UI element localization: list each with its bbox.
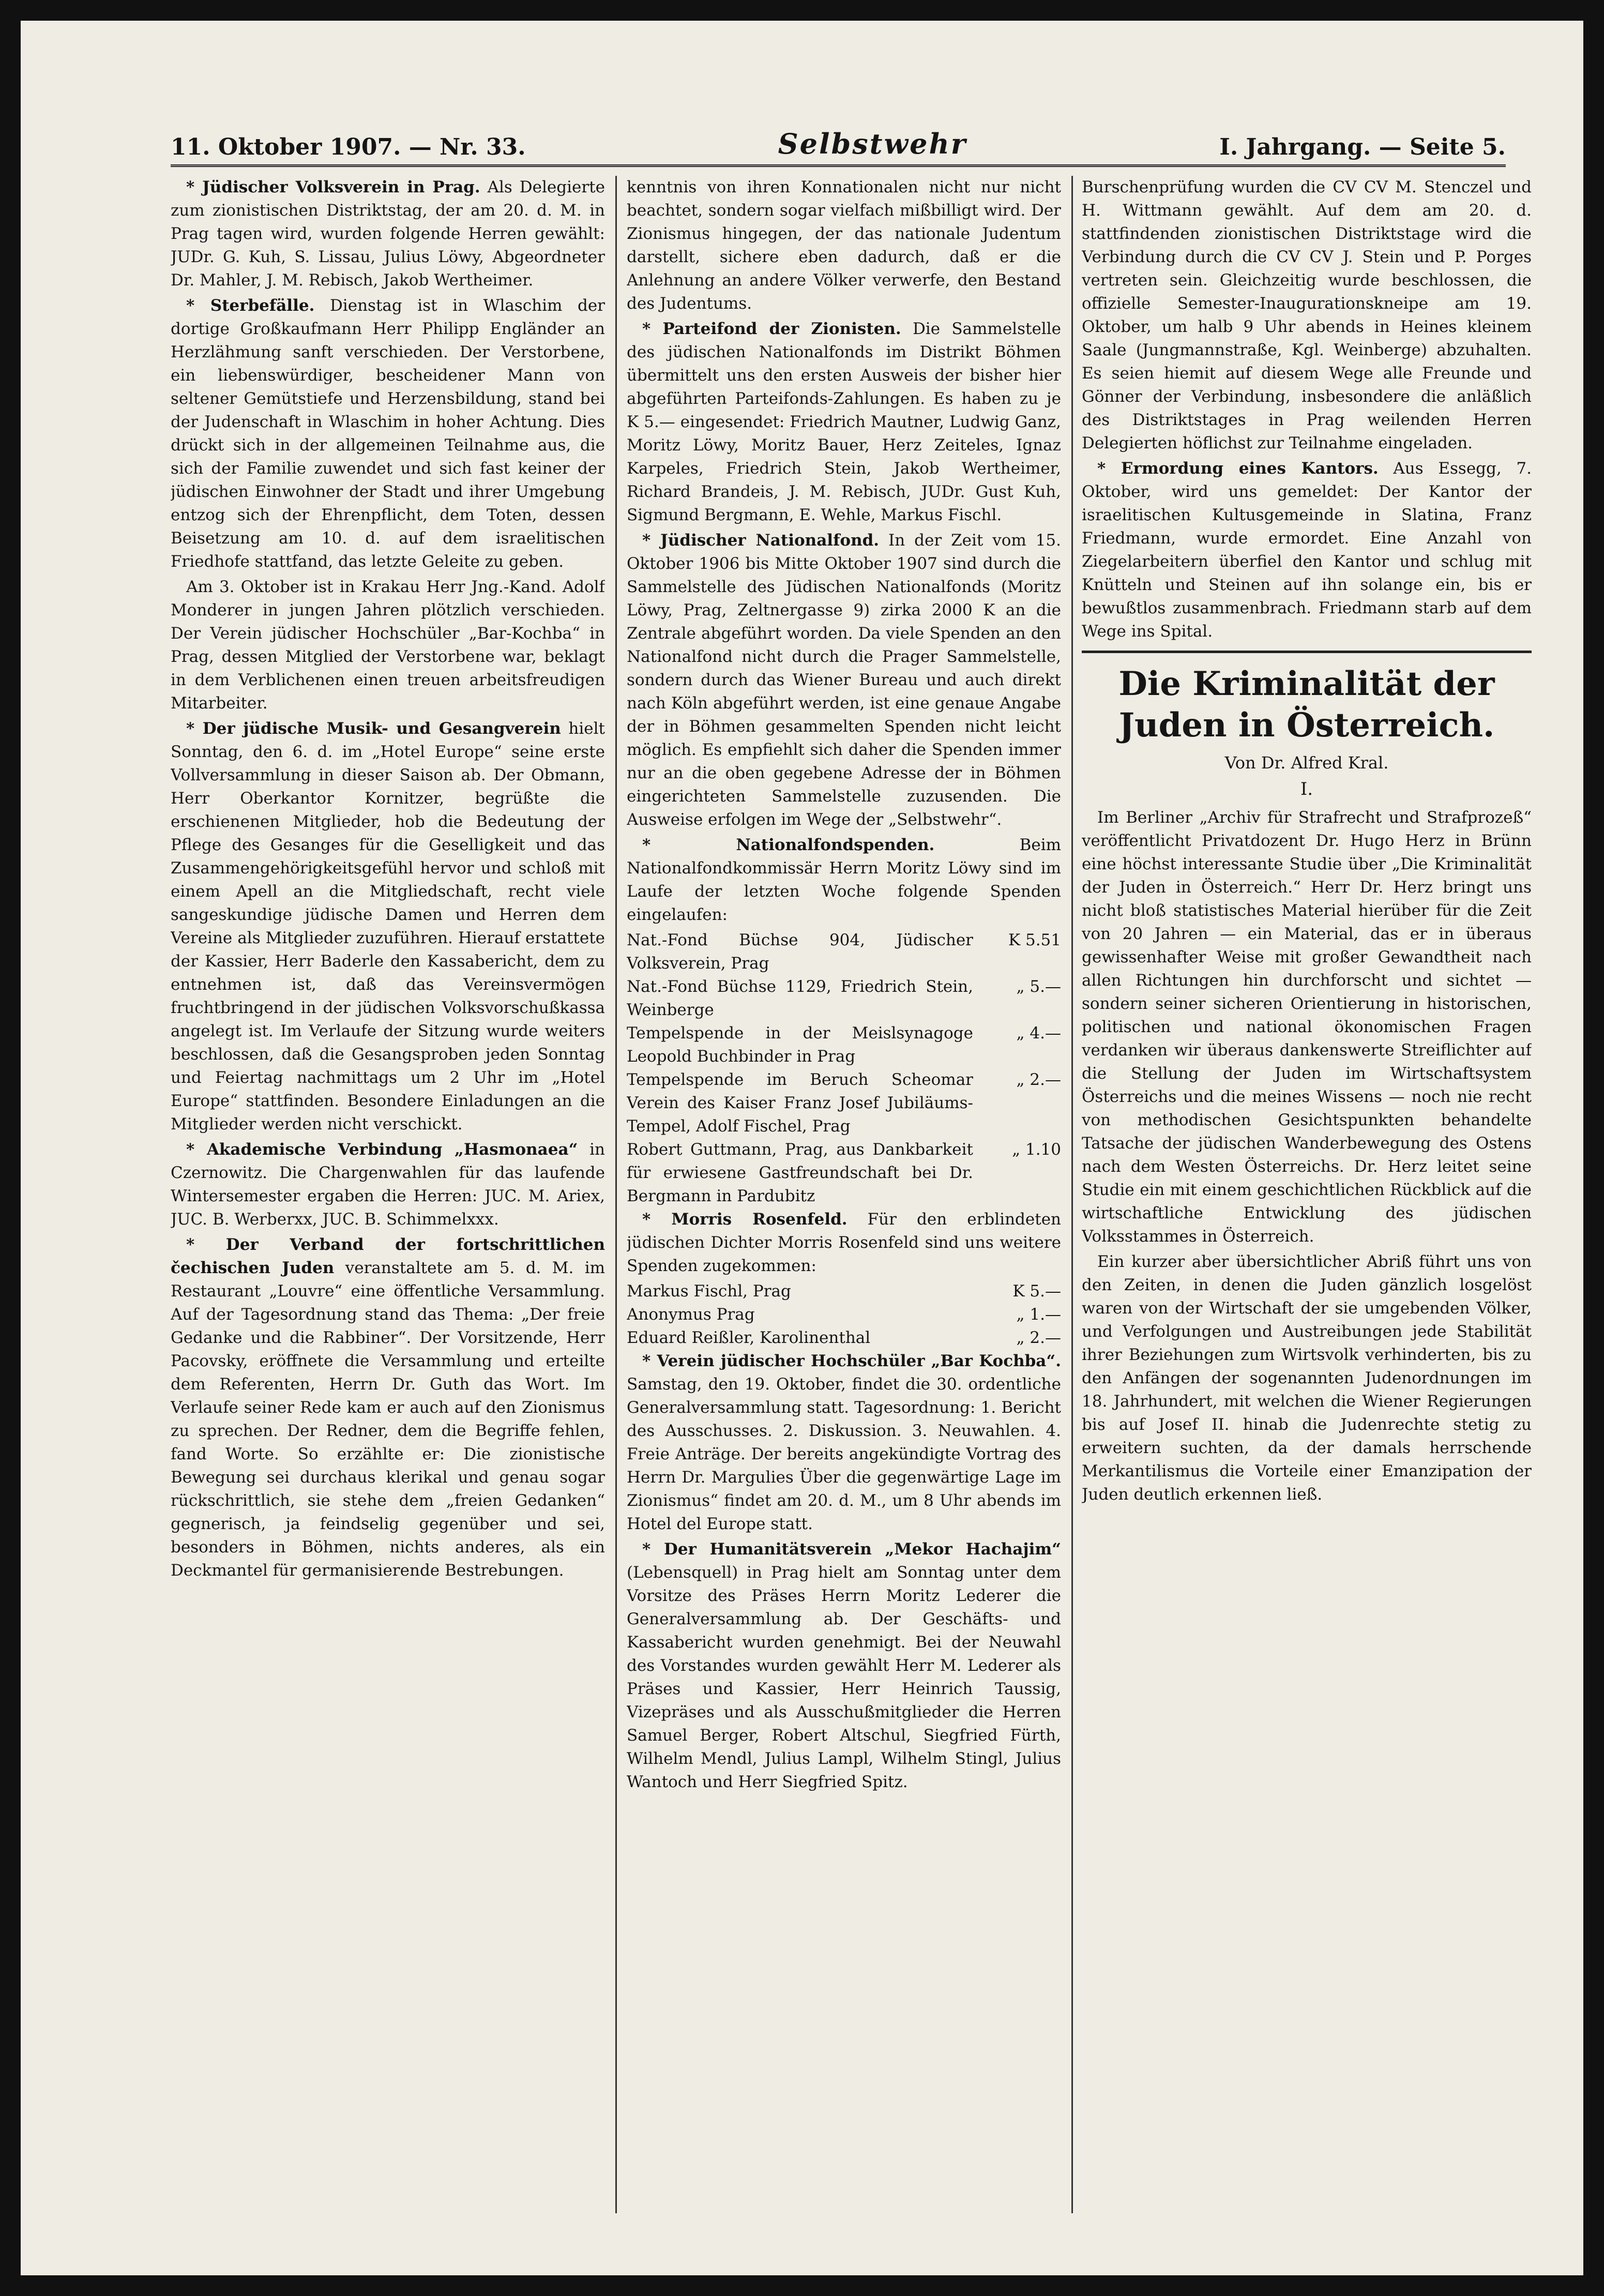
spenden-row: Tempelspende im Beruch Scheomar Verein des Kaiser Franz Josef Jubiläums-Tempel, Adolf Fischel, Prag „ 2.— — [627, 1070, 1061, 1136]
article-verband: * Der Verband der fortschrittlichen čechischen Juden veranstaltete am 5. d. M. im Restaurant „Louvre“ eine öffentliche Versammlung. Auf der Tagesordnung stand das Thema: „Der freie Gedanke und die Rabbiner“. Der Vorsitzende, Herr Pacovsky, eröffnete die Versammlung und erteilte dem Referenten, Herrn Dr. Guth das Wort. Im Verlaufe seiner Rede kam er auch auf den Zionismus zu sprechen. Der Redner, dem die Begriffe fehlen, fand Worte. So erzählte er: Die zionistische Bewegung sei durchaus klerikal und genau sogar rückschrittlich, sie stehe dem „freien Gedanken“ gegnerisch, ja feindselig gegenüber und sei, besonders in Böhmen, nichts anderes, als ein Deckmantel für germanisierende Bestrebungen. — [171, 1235, 605, 1580]
article-sterbefaelle-2: Am 3. Oktober ist in Krakau Herr Jng.-Kand. Adolf Monderer in jungen Jahren plötzlich verschieden. Der Verein jüdischer Hochschüler „Bar-Kochba“ in Prag, dessen Mitglied der Verstorbene war, beklagt in dem Verblichenen einen treuen arbeitsfreudigen Mitarbeiter. — [171, 578, 605, 713]
section-divider — [1082, 651, 1532, 653]
column-rule-1 — [615, 176, 617, 2213]
article-spenden: * Nationalfondspenden. Beim Nationalfondkommissär Herrn Moritz Löwy sind im Laufe der letzten Woche folgende Spenden eingelaufen: — [627, 836, 1061, 924]
column-3 — [1082, 176, 1532, 2213]
spenden-row: Robert Guttmann, Prag, aus Dankbarkeit für erwiesene Gastfreundschaft bei Dr. Bergmann in Pardubitz „ 1.10 — [627, 1140, 1061, 1205]
column-rule-2 — [1071, 176, 1073, 2213]
column-3-continuation: Burschenprüfung wurden die CV CV M. Stenczel und H. Wittmann gewählt. Auf dem am 20. d. stattfindenden zionistischen Distriktstage wird die Verbindung durch die CV CV J. Stein und P. Porges vertreten sein. Gleichzeitig wurde beschlossen, die offizielle Semester-Inaugurationskneipe am 19. Oktober, um halb 9 Uhr abends in Heines kleinem Saale (Jungmannstraße, Kgl. Weinberge) abzuhalten. Es seien hiemit auf diesem Wege alle Freunde und Gönner der Verbindung, insbesondere die anläßlich des Distriktstages in Prag weilenden Herren Delegierten höflichst zur Teilnahme eingeladen. — [1082, 178, 1532, 452]
feature-part-number: I. — [1300, 779, 1313, 799]
page-header — [171, 103, 1506, 167]
article-gesangverein: * Der jüdische Musik- und Gesangverein hielt Sonntag, den 6. d. im „Hotel Europe“ seine erste Vollversammlung in dieser Saison ab. Der Obmann, Herr Oberkantor Kornitzer, begrüßte die erschienenen Mitglieder, hob die Bedeutung der Pflege des Gesanges für die Geselligkeit und das Zusammengehörigkeitsgefühl hervor und schloß mit einem Apell an die Mitgliedschaft, recht viele sangeskundige jüdische Damen und Herren dem Vereine als Mitglieder zuzuführen. Hierauf erstattete der Kassier, Herr Baderle den Kassabericht, dem zu entnehmen ist, daß das Vereinsvermögen fruchtbringend in der jüdischen Volksvorschußkassa angelegt ist. Im Verlaufe der Sitzung wurde weiters beschlossen, daß die Gesangsproben jeden Sonntag und Feiertag nachmittags um 2 Uhr im „Hotel Europe“ stattfinden. Besondere Einladungen an die Mitglieder werden nicht verschickt. — [171, 719, 605, 1134]
spenden-list — [627, 929, 1061, 1208]
feature-paragraph: Ein kurzer aber übersichtlicher Abriß führt uns von den Zeiten, in denen die Juden gänzlich losgelöst waren von der Wirtschaft der sie umgebenden Völker, und Verfolgungen und Austreibungen jede Stabilität ihrer Beziehungen zum Wirtsvolk verhinderten, bis zu den Anfängen der sogenannten Judenordnungen im 18. Jahrhundert, mit welchen die Wiener Regierungen bis auf Josef II. hinab die Judenrechte stetig zu erweitern suchten, da der damals herrschende Merkantilismus die Vorteile einer Emanzipation der Juden deutlich erkennen ließ. — [1082, 1252, 1532, 1504]
article-hasmonaea: * Akademische Verbindung „Hasmonaea“ in Czernowitz. Die Chargenwahlen für das laufende Wintersemester ergaben die Herren: JUC. M. Ariex, JUC. B. Werberxx, JUC. B. Schimmelxxx. — [171, 1140, 605, 1229]
feature-author: Von Dr. Alfred Kral. — [1224, 753, 1389, 773]
article-rosenfeld: * Morris Rosenfeld. Für den erblindeten jüdischen Dichter Morris Rosenfeld sind uns weitere Spenden zugekommen: — [627, 1210, 1061, 1275]
issue-date: 11. Oktober 1907. — Nr. 33. — [171, 134, 526, 160]
feature-paragraph: Im Berliner „Archiv für Strafrecht und Strafprozeß“ veröffentlicht Privatdozent Dr. Hugo Herz in Brünn eine höchst interessante Studie über „Die Kriminalität der Juden in Österreich.“ Herr Dr. Herz bringt uns nicht bloß statistisches Material hierüber für die Zeit von 20 Jahren — ein Material, das er in überaus gewissenhafter Weise mit großer Gewandtheit nach allen Richtungen hin durchforscht und sichtet — sondern seiner sicheren Orientierung in historischen, politischen und national ökonomischen Fragen verdanken wir überaus dankenswerte Streiflichter auf die Stellung der Juden im Wirtschaftsystem Österreichs und die meines Wissens — noch nie recht von methodischen Gesichtspunkten behandelte Tatsache der jüdischen Wanderbewegung des Ostens nach dem Westen Österreichs. Dr. Herz leitet seine Studie ein mit einem geschichtlichen Rückblick auf die wirtschaftliche Entwicklung des jüdischen Volksstammes in Österreich. — [1082, 808, 1532, 1246]
spenden-row: Nat.-Fond Büchse 1129, Friedrich Stein, Weinberge „ 5.— — [627, 977, 1061, 1019]
article-nationalfond: * Jüdischer Nationalfond. In der Zeit vom 15. Oktober 1906 bis Mitte Oktober 1907 sind durch die Sammelstelle des Jüdischen Nationalfonds (Moritz Löwy, Prag, Zeltnergasse 9) zirka 2000 K an die Zentrale abgeführt worden. Da viele Spenden an den Nationalfond nicht durch die Prager Sammelstelle, sondern durch das Wiener Bureau und auch direkt nach Köln abgeführt werden, ist eine genaue Angabe der in Böhmen gesammelten Spenden nicht leicht möglich. Es empfiehlt sich daher die Spenden immer nur an die oben gegebene Adresse der in Böhmen eingerichteten Sammelstelle zuzusenden. Die Ausweise erfolgen im Wege der „Selbstwehr“. — [627, 531, 1061, 829]
column-2-continuation: kenntnis von ihren Konnationalen nicht nur nicht beachtet, sondern sogar vielfach mißbilligt wird. Der Zionismus hingegen, der das nationale Judentum darstellt, sichere eben dadurch, daß er die Anlehnung an andere Völker verwerfe, den Bestand des Judentums. — [627, 178, 1061, 313]
spenden-row: Tempelspende in der Meislsynagoge Leopold Buchbinder in Prag „ 4.— — [627, 1024, 1061, 1066]
article-kantor: * Ermordung eines Kantors. Aus Essegg, 7. Oktober, wird uns gemeldet: Der Kantor der israelitischen Kultusgemeinde in Slatina, Franz Friedmann, wurde ermordet. Eine Anzahl von Ziegelarbeitern überfiel den Kantor und schlug mit Knütteln und Steinen auf ihn solange ein, bis er bewußtlos zusammenbrach. Friedmann starb auf dem Wege ins Spital. — [1082, 459, 1532, 641]
spenden-row: Nat.-Fond Büchse 904, Jüdischer Volksverein, Prag K 5.51 — [627, 931, 1061, 973]
rosenfeld-row: Anonymus Prag „ 1.— — [627, 1305, 1061, 1324]
article-sterbefaelle: * Sterbefälle. Dienstag ist in Wlaschim der dortige Großkaufmann Herr Philipp Engländer an Herzlähmung sanft verschieden. Der Verstorbene, ein liebenswürdiger, bescheidener Mann von seltener Gemütstiefe und Herzensbildung, stand bei der Judenschaft in Wlaschim in hoher Achtung. Dies drückt sich in der allgemeinen Teilnahme aus, die sich der Familie zuwendet und sich fast keiner der jüdischen Einwohner der Stadt und ihrer Umgebung entzog sich der Ehrenpflicht, dem Toten, dessen Beisetzung am 10. d. auf dem israelitischen Friedhofe stattfand, das letzte Geleite zu geben. — [171, 296, 605, 571]
column-2 — [627, 176, 1061, 2213]
column-1 — [171, 176, 605, 2213]
rosenfeld-list — [627, 1280, 1061, 1350]
article-parteifond: * Parteifond der Zionisten. Die Sammelstelle des jüdischen Nationalfonds im Distrikt Böhmen übermittelt uns den ersten Ausweis der bisher hier abgeführten Parteifonds-Zahlungen. Es haben zu je K 5.— eingesendet: Friedrich Mautner, Ludwig Ganz, Moritz Löwy, Moritz Bauer, Herz Zeiteles, Ignaz Karpeles, Friedrich Stein, Jakob Wertheimer, Richard Brandeis, J. M. Rebisch, JUDr. Gust Kuh, Sigmund Bergmann, E. Wehle, Markus Fischl. — [627, 320, 1061, 524]
article-barkochba: * Verein jüdischer Hochschüler „Bar Kochba“. Samstag, den 19. Oktober, findet die 30. ordentliche Generalversammlung statt. Tagesordnung: 1. Bericht des Ausschusses. 2. Diskussion. 3. Neuwahlen. 4. Freie Anträge. Der bereits angekündigte Vortrag des Herrn Dr. Margulies Über die gegenwärtige Lage im Zionismus“ findet am 20. d. M., um 8 Uhr abends im Hotel del Europe statt. — [627, 1352, 1061, 1533]
volume-page: I. Jahrgang. — Seite 5. — [1219, 134, 1506, 160]
masthead: Selbstwehr — [778, 127, 967, 160]
feature-title: Die Kriminalität der Juden in Österreich. — [1118, 664, 1495, 745]
rosenfeld-row: Eduard Reißler, Karolinenthal „ 2.— — [627, 1328, 1061, 1347]
article-volksverein: * Jüdischer Volksverein in Prag. Als Delegierte zum zionistischen Distriktstag, der am 20. d. M. in Prag tagen wird, wurden folgende Herren gewählt: JUDr. G. Kuh, S. Lissau, Julius Löwy, Abgeordneter Dr. Mahler, J. M. Rebisch, Jakob Wertheimer. — [171, 178, 605, 290]
newspaper-page — [21, 21, 1583, 2275]
rosenfeld-row: Markus Fischl, Prag K 5.— — [627, 1282, 1061, 1301]
article-mekor: * Der Humanitätsverein „Mekor Hachajim“ (Lebensquell) in Prag hielt am Sonntag unter dem Vorsitze des Präses Herrn Moritz Lederer die Generalversammlung ab. Der Geschäfts- und Kassabericht wurden genehmigt. Bei der Neuwahl des Vorstandes wurden gewählt Herr M. Lederer als Präses und Kassier, Herr Heinrich Taussig, Vizepräses und als Ausschußmitglieder die Herren Samuel Berger, Robert Altschul, Siegfried Fürth, Wilhelm Mendl, Julius Lampl, Wilhelm Stingl, Julius Wantoch und Herr Siegfried Spitz. — [627, 1540, 1061, 1791]
